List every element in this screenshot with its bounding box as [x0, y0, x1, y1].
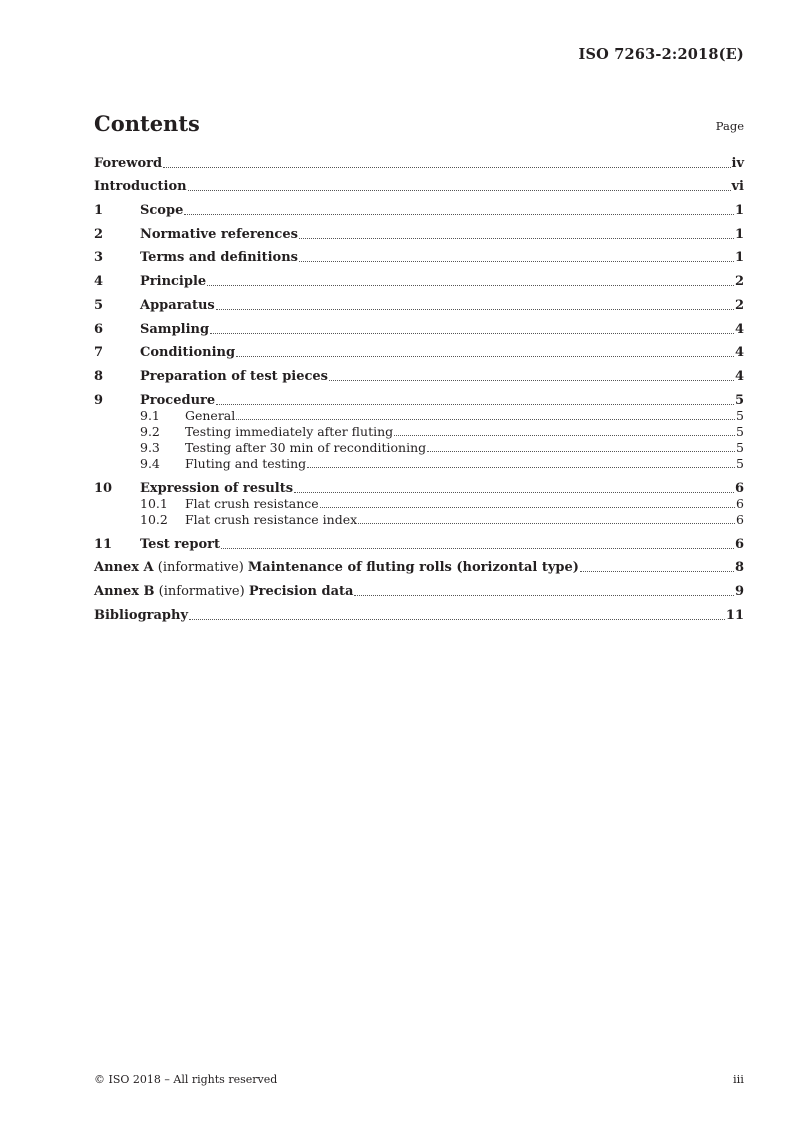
- toc-subentry[interactable]: [94, 513, 744, 527]
- document-id: ISO 7263-2:2018(E): [578, 46, 744, 63]
- dot-leader: [216, 309, 734, 310]
- toc-entry-label: Terms and definitions: [140, 250, 298, 265]
- toc-entry-number: 5: [94, 298, 104, 313]
- toc-entry-label: Flat crush resistance index: [185, 512, 358, 527]
- toc-entry-page: 5: [734, 393, 744, 408]
- dot-leader: [216, 404, 734, 405]
- toc-entry-page: 4: [734, 322, 744, 337]
- toc-entry-page: 6: [736, 512, 744, 527]
- toc-entry-label: Sampling: [140, 322, 210, 337]
- dot-leader: [427, 451, 735, 452]
- dot-leader: [221, 548, 734, 549]
- toc-entry-number: 10.1: [140, 496, 168, 511]
- dot-leader: [299, 261, 734, 262]
- toc-entry-page: 2: [734, 274, 744, 289]
- toc-entry-page: 8: [734, 560, 744, 575]
- toc-entry-number: 10.2: [140, 512, 168, 527]
- dot-leader: [394, 435, 735, 436]
- dot-leader: [236, 356, 734, 357]
- toc-entry-scope[interactable]: [94, 203, 744, 218]
- dot-leader: [207, 285, 734, 286]
- dot-leader: [320, 507, 735, 508]
- toc-entry-number: 9.4: [140, 456, 160, 471]
- toc-entry-page: 5: [736, 456, 744, 471]
- toc-subentry[interactable]: [94, 457, 744, 471]
- dot-leader: [358, 523, 735, 524]
- toc-entry-number: 11: [94, 537, 113, 552]
- toc-entry-label: Bibliography: [94, 608, 189, 623]
- toc-entry-page: 5: [736, 424, 744, 439]
- dot-leader: [210, 333, 734, 334]
- toc-entry-label: Apparatus: [140, 298, 215, 313]
- toc-entry-number: 8: [94, 369, 104, 384]
- toc-entry-normative-references[interactable]: [94, 227, 744, 242]
- toc-entry-preparation[interactable]: [94, 369, 744, 384]
- toc-title: Contents: [94, 111, 200, 136]
- toc-entry-label: Normative references: [140, 227, 298, 242]
- toc-entry-label: Conditioning: [140, 345, 236, 360]
- toc-subentry[interactable]: [94, 409, 744, 423]
- toc-entry-foreword[interactable]: [94, 156, 744, 171]
- toc-entry-page: 4: [734, 345, 744, 360]
- toc-entry-label: Test report: [140, 537, 221, 552]
- toc-entry-page: 4: [734, 369, 744, 384]
- annex-type: (informative): [154, 584, 249, 599]
- toc-entry-number: 7: [94, 345, 104, 360]
- annex-title: Maintenance of fluting rolls (horizontal type): [247, 560, 579, 575]
- annex-designation: Annex B: [94, 584, 155, 599]
- toc-entry-label: Testing immediately after fluting: [185, 424, 394, 439]
- toc-entry-conditioning[interactable]: [94, 345, 744, 360]
- toc-subentry[interactable]: [94, 497, 744, 511]
- toc-entry-label: Principle: [140, 274, 207, 289]
- toc-entry-number: 3: [94, 250, 104, 265]
- toc-entry-introduction[interactable]: [94, 179, 744, 194]
- toc-entry-page: 1: [734, 227, 744, 242]
- toc-entry-label: Fluting and testing: [185, 456, 307, 471]
- toc-entry-label: Flat crush resistance: [185, 496, 319, 511]
- toc-entry-page: 1: [734, 250, 744, 265]
- toc-entry-page: 6: [736, 496, 744, 511]
- toc-entry-procedure[interactable]: [94, 393, 744, 408]
- dot-leader: [329, 380, 734, 381]
- toc-entry-number: 9.1: [140, 408, 160, 423]
- toc-entry-label: Procedure: [140, 393, 216, 408]
- toc-entry-test-report[interactable]: [94, 537, 744, 552]
- toc-entry-label: [94, 584, 353, 599]
- dot-leader: [236, 419, 735, 420]
- toc-entry-label: Expression of results: [140, 481, 294, 496]
- dot-leader: [299, 238, 734, 239]
- toc-entry-number: 9.3: [140, 440, 160, 455]
- toc-entry-expression-results[interactable]: [94, 481, 744, 496]
- toc-entry-annex-a[interactable]: [94, 560, 744, 575]
- toc-entry-page: iv: [731, 156, 744, 171]
- dot-leader: [189, 619, 725, 620]
- toc-entry-label: Preparation of test pieces: [140, 369, 328, 384]
- toc-entry-label: Testing after 30 min of reconditioning: [185, 440, 427, 455]
- toc-entry-apparatus[interactable]: [94, 298, 744, 313]
- toc-entry-number: 9: [94, 393, 104, 408]
- toc-entry-label: Introduction: [94, 179, 187, 194]
- page-column-heading: Page: [715, 119, 744, 133]
- toc-entry-label: Scope: [140, 203, 184, 218]
- toc-entry-page: 2: [734, 298, 744, 313]
- toc-entry-page: 6: [734, 481, 744, 496]
- annex-type: (informative): [153, 560, 248, 575]
- toc-entry-number: 2: [94, 227, 104, 242]
- toc-entry-label: General: [185, 408, 236, 423]
- toc-entry-terms-definitions[interactable]: [94, 250, 744, 265]
- toc-entry-page: 6: [734, 537, 744, 552]
- page-number: iii: [732, 1072, 744, 1086]
- table-of-contents: [94, 153, 744, 623]
- toc-entry-page: 1: [734, 203, 744, 218]
- dot-leader: [354, 595, 734, 596]
- toc-entry-number: 10: [94, 481, 113, 496]
- dot-leader: [580, 571, 734, 572]
- toc-entry-page: 5: [736, 440, 744, 455]
- toc-entry-page: vi: [731, 179, 744, 194]
- toc-entry-number: 1: [94, 203, 104, 218]
- dot-leader: [294, 492, 734, 493]
- toc-entry-number: 4: [94, 274, 104, 289]
- annex-designation: Annex A: [94, 560, 154, 575]
- toc-entry-sampling[interactable]: [94, 322, 744, 337]
- toc-entry-label: [94, 560, 579, 575]
- toc-entry-number: 9.2: [140, 424, 160, 439]
- dot-leader: [184, 214, 734, 215]
- toc-subentry[interactable]: [94, 441, 744, 455]
- toc-entry-principle[interactable]: [94, 274, 744, 289]
- toc-entry-number: 6: [94, 322, 104, 337]
- annex-title: Precision data: [248, 584, 354, 599]
- toc-entry-label: Foreword: [94, 156, 163, 171]
- toc-entry-page: 5: [736, 408, 744, 423]
- toc-subentry[interactable]: [94, 425, 744, 439]
- dot-leader: [307, 467, 735, 468]
- toc-entry-annex-b[interactable]: [94, 584, 744, 599]
- toc-entry-page: 11: [725, 608, 744, 623]
- toc-entry-bibliography[interactable]: [94, 608, 744, 623]
- toc-entry-page: 9: [734, 584, 744, 599]
- dot-leader: [163, 167, 730, 168]
- copyright-notice: © ISO 2018 – All rights reserved: [94, 1073, 278, 1086]
- dot-leader: [188, 190, 731, 191]
